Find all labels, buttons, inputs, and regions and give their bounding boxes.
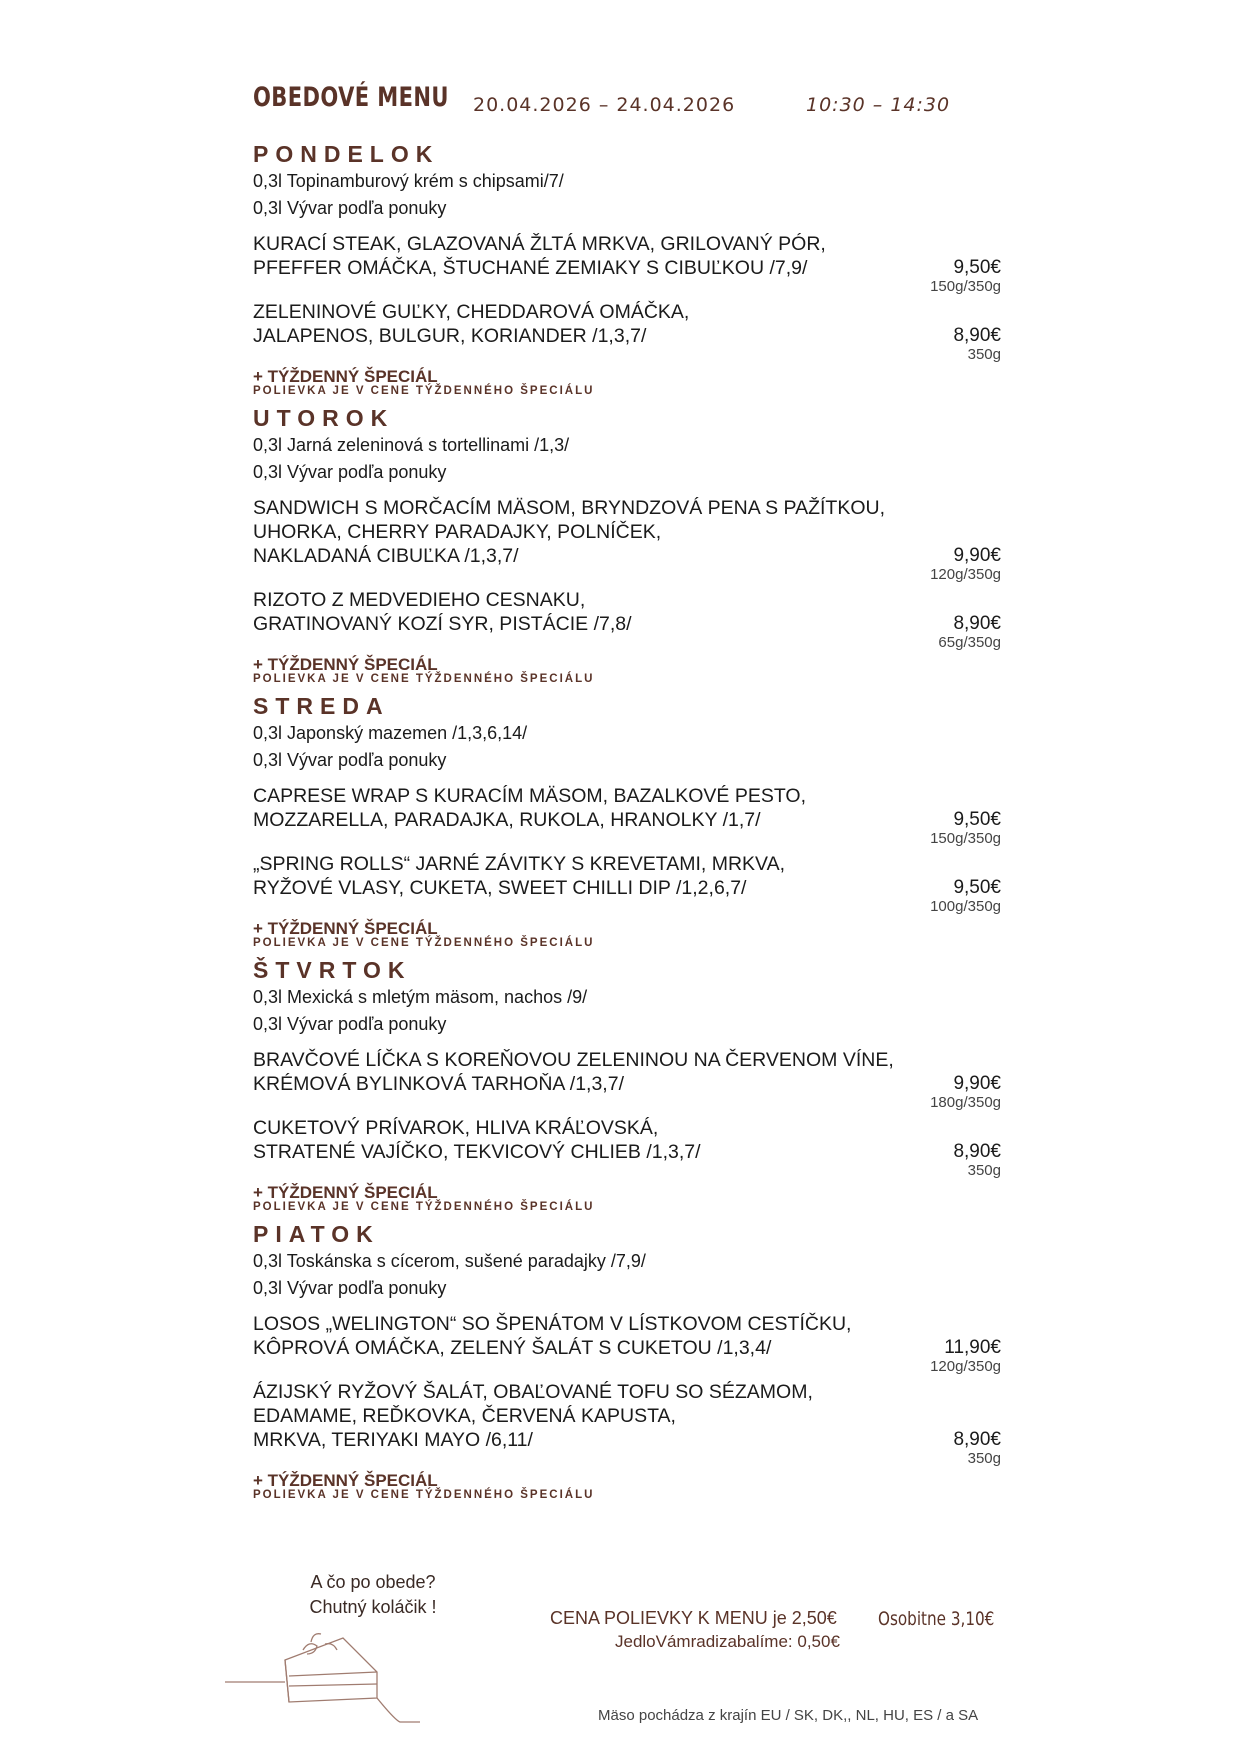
dish-weight: 350g	[967, 346, 1001, 363]
cake-slice-icon	[225, 1610, 425, 1730]
day-name: ŠTVRTOK	[253, 957, 412, 983]
dish-line: ÁZIJSKÝ RYŽOVÝ ŠALÁT, OBAĽOVANÉ TOFU SO SÉZAMOM,	[253, 1381, 813, 1403]
menu-header	[253, 80, 1013, 124]
weekly-special	[253, 657, 1001, 685]
soup-price-note: CENA POLIEVKY K MENU je 2,50€	[550, 1608, 837, 1628]
soup-separate-price: Osobitne 3,10€	[878, 1608, 995, 1630]
days-list	[253, 141, 1001, 1509]
day-name: UTOROK	[253, 405, 395, 431]
special-title: + TÝŽDENNÝ ŠPECIÁL	[253, 1471, 438, 1490]
dish-line: PFEFFER OMÁČKA, ŠTUCHANÉ ZEMIAKY S CIBUĽKOU /7,9/	[253, 257, 808, 279]
dish-price: 9,50€	[953, 877, 1001, 898]
menu-hours: 10:30 – 14:30	[806, 94, 951, 116]
dish-name	[253, 852, 933, 900]
dish-line: LOSOS „WELINGTON“ SO ŠPENÁTOM V LÍSTKOVOM CESTÍČKU,	[253, 1313, 852, 1335]
day-name: PIATOK	[253, 1221, 380, 1247]
menu-title: OBEDOVÉ MENU	[253, 82, 449, 113]
day-pondelok	[253, 141, 1001, 397]
dish-name	[253, 588, 933, 636]
day-piatok	[253, 1221, 1001, 1501]
dish-name	[253, 1048, 953, 1096]
weekly-special	[253, 921, 1001, 949]
special-note: POLIEVKA JE V CENE TÝŽDENNÉHO ŠPECIÁLU	[253, 1489, 595, 1501]
dish-weight: 120g/350g	[930, 566, 1001, 583]
weekly-special	[253, 1185, 1001, 1213]
weekly-special	[253, 1473, 1001, 1501]
dish-weight: 120g/350g	[930, 1358, 1001, 1375]
dish-name	[253, 300, 933, 348]
after-lunch-line: A čo po obede?	[310, 1572, 436, 1592]
dish-weight: 350g	[967, 1450, 1001, 1467]
dish-weight: 150g/350g	[930, 278, 1001, 295]
special-title: + TÝŽDENNÝ ŠPECIÁL	[253, 367, 438, 386]
day-utorok	[253, 405, 1001, 685]
dish-line: RIZOTO Z MEDVEDIEHO CESNAKU,	[253, 589, 586, 611]
dish-line: GRATINOVANÝ KOZÍ SYR, PISTÁCIE /7,8/	[253, 613, 632, 635]
dish-line: CAPRESE WRAP S KURACÍM MÄSOM, BAZALKOVÉ PESTO,	[253, 785, 806, 807]
soup-item: 0,3l Jarná zeleninová s tortellinami /1,3/	[253, 435, 570, 455]
dish-line: CUKETOVÝ PRÍVAROK, HLIVA KRÁĽOVSKÁ,	[253, 1117, 659, 1139]
soup-item: 0,3l Vývar podľa ponuky	[253, 1278, 447, 1298]
dish-line: STRATENÉ VAJÍČKO, TEKVICOVÝ CHLIEB /1,3,7/	[253, 1141, 701, 1163]
dish-price: 8,90€	[953, 1141, 1001, 1162]
dish-line: MOZZARELLA, PARADAJKA, RUKOLA, HRANOLKY /1,7/	[253, 809, 761, 831]
dish-price: 9,90€	[953, 545, 1001, 566]
dish-line: SANDWICH S MORČACÍM MÄSOM, BRYNDZOVÁ PENA S PAŽÍTKOU,	[253, 497, 886, 519]
menu-dates: 20.04.2026 – 24.04.2026	[473, 94, 736, 116]
dish-price: 11,90€	[944, 1337, 1001, 1358]
dish-line: KURACÍ STEAK, GLAZOVANÁ ŽLTÁ MRKVA, GRILOVANÝ PÓR,	[253, 233, 826, 255]
dish-name	[253, 496, 933, 568]
dish-line: „SPRING ROLLS“ JARNÉ ZÁVITKY S KREVETAMI, MRKVA,	[253, 853, 786, 875]
soup-item: 0,3l Mexická s mletým mäsom, nachos /9/	[253, 987, 588, 1007]
soup-item: 0,3l Vývar podľa ponuky	[253, 750, 447, 770]
dish-item	[253, 1380, 1001, 1467]
dish-line: KÔPROVÁ OMÁČKA, ZELENÝ ŠALÁT S CUKETOU /1,3,4/	[253, 1337, 772, 1359]
dish-price: 8,90€	[953, 1429, 1001, 1450]
dish-item	[253, 852, 1001, 915]
dish-price: 8,90€	[953, 613, 1001, 634]
weekly-special	[253, 369, 1001, 397]
day-name: STREDA	[253, 693, 390, 719]
day-streda	[253, 693, 1001, 949]
special-note: POLIEVKA JE V CENE TÝŽDENNÉHO ŠPECIÁLU	[253, 937, 595, 949]
soup-item: 0,3l Vývar podľa ponuky	[253, 1014, 447, 1034]
dish-weight: 100g/350g	[930, 898, 1001, 915]
dish-name	[253, 784, 933, 832]
dish-line: EDAMAME, REĎKOVKA, ČERVENÁ KAPUSTA,	[253, 1405, 676, 1427]
soup-item: 0,3l Vývar podľa ponuky	[253, 198, 447, 218]
dish-price: 9,50€	[953, 257, 1001, 278]
dish-name	[253, 1116, 933, 1164]
dish-item	[253, 1312, 1001, 1375]
after-lunch-line: Chutný koláčik !	[309, 1597, 437, 1617]
dish-price: 9,90€	[953, 1073, 1001, 1094]
dish-name	[253, 1312, 933, 1360]
dish-weight: 65g/350g	[938, 634, 1001, 651]
meat-origin-note: Mäso pochádza z krajín EU / SK, DK,, NL, HU, ES / a SA	[598, 1707, 979, 1724]
dish-line: KRÉMOVÁ BYLINKOVÁ TARHOŇA /1,3,7/	[253, 1073, 624, 1095]
special-title: + TÝŽDENNÝ ŠPECIÁL	[253, 655, 438, 674]
day-name: PONDELOK	[253, 141, 440, 167]
dish-line: RYŽOVÉ VLASY, CUKETA, SWEET CHILLI DIP /1,2,6,7/	[253, 877, 747, 899]
special-title: + TÝŽDENNÝ ŠPECIÁL	[253, 919, 438, 938]
dish-item	[253, 784, 1001, 847]
dish-item	[253, 1116, 1001, 1179]
dish-item	[253, 232, 1001, 295]
dish-line: JALAPENOS, BULGUR, KORIANDER /1,3,7/	[253, 325, 647, 347]
dish-line: UHORKA, CHERRY PARADAJKY, POLNÍČEK,	[253, 521, 662, 543]
takeaway-note: JedloVámradizabalíme: 0,50€	[615, 1632, 840, 1651]
dish-name	[253, 1380, 933, 1452]
day-stvrtok	[253, 957, 1001, 1213]
dish-line: MRKVA, TERIYAKI MAYO /6,11/	[253, 1429, 533, 1451]
special-title: + TÝŽDENNÝ ŠPECIÁL	[253, 1183, 438, 1202]
dish-name	[253, 232, 933, 280]
dish-price: 8,90€	[953, 325, 1001, 346]
special-note: POLIEVKA JE V CENE TÝŽDENNÉHO ŠPECIÁLU	[253, 385, 595, 397]
soup-item: 0,3l Toskánska s cícerom, sušené paradajky /7,9/	[253, 1251, 646, 1271]
dish-item	[253, 496, 1001, 583]
soup-item: 0,3l Vývar podľa ponuky	[253, 462, 447, 482]
dish-weight: 350g	[967, 1162, 1001, 1179]
dish-weight: 150g/350g	[930, 830, 1001, 847]
soup-item: 0,3l Topinamburový krém s chipsami/7/	[253, 171, 564, 191]
special-note: POLIEVKA JE V CENE TÝŽDENNÉHO ŠPECIÁLU	[253, 673, 595, 685]
dish-price: 9,50€	[953, 809, 1001, 830]
soup-item: 0,3l Japonský mazemen /1,3,6,14/	[253, 723, 528, 743]
dish-weight: 180g/350g	[930, 1094, 1001, 1111]
dish-line: NAKLADANÁ CIBUĽKA /1,3,7/	[253, 545, 519, 567]
dish-item	[253, 588, 1001, 651]
dish-line: ZELENINOVÉ GUĽKY, CHEDDAROVÁ OMÁČKA,	[253, 301, 690, 323]
dish-item	[253, 1048, 1001, 1111]
special-note: POLIEVKA JE V CENE TÝŽDENNÉHO ŠPECIÁLU	[253, 1201, 595, 1213]
dish-item	[253, 300, 1001, 363]
dish-line: BRAVČOVÉ LÍČKA S KOREŇOVOU ZELENINOU NA ČERVENOM VÍNE,	[253, 1049, 894, 1071]
